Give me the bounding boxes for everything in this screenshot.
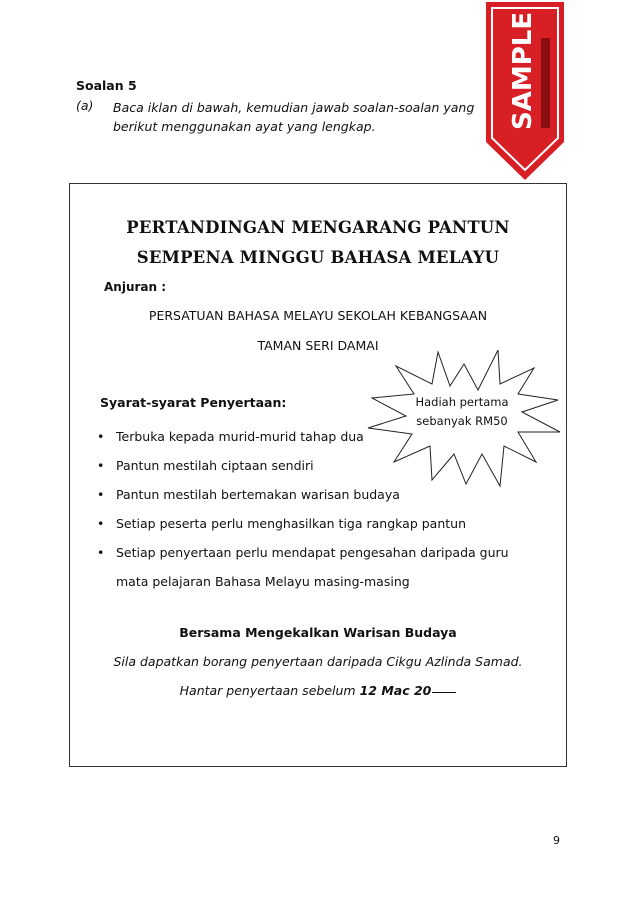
list-item: • Setiap peserta perlu menghasilkan tiga rangkap pantun: [94, 509, 534, 538]
prize-line2: sebanyak RM50: [416, 414, 508, 428]
deadline-prefix: Hantar penyertaan sebelum: [179, 683, 356, 698]
bullet-icon: •: [97, 516, 105, 531]
prize-line1: Hadiah pertama: [415, 395, 509, 409]
list-item: • Setiap penyertaan perlu mendapat pengesahan daripada guru mata pelajaran Bahasa Melayu masing-masing: [94, 538, 534, 596]
ad-title-line2: SEMPENA MINGGU BAHASA MELAYU: [136, 248, 500, 267]
list-item: • Terbuka kepada murid-murid tahap dua: [94, 422, 534, 451]
bullet-icon: •: [97, 458, 105, 473]
bullet-icon: •: [97, 487, 105, 502]
deadline-date: 12 Mac 20: [359, 683, 432, 698]
deadline-blank: [432, 692, 456, 693]
conditions-heading: Syarat-syarat Penyertaan:: [100, 395, 287, 410]
question-part-label: (a): [76, 98, 94, 113]
form-note: Sila dapatkan borang penyertaan daripada Cikgu Azlinda Samad.: [113, 654, 523, 669]
bullet-icon: •: [97, 429, 105, 444]
organizer-name-line1: PERSATUAN BAHASA MELAYU SEKOLAH KEBANGSAAN: [148, 308, 488, 323]
question-instruction: Baca iklan di bawah, kemudian jawab soalan-soalan yang berikut menggunakan ayat yang lengkap.: [113, 100, 475, 134]
organizer-name-line2: TAMAN SERI DAMAI: [257, 338, 379, 353]
list-item: • Pantun mestilah ciptaan sendiri: [94, 451, 534, 480]
page-number: 9: [553, 834, 560, 847]
deadline: [70, 683, 566, 698]
ad-motto: Bersama Mengekalkan Warisan Budaya: [179, 625, 457, 640]
sample-watermark-text: SAMPLE: [508, 11, 538, 130]
question-number: Soalan 5: [76, 78, 137, 93]
bullet-icon: •: [97, 545, 105, 560]
advertisement: [69, 183, 567, 767]
sample-watermark-ribbon: [484, 2, 566, 182]
ribbon-small-strip: [541, 38, 550, 128]
organizer-label: Anjuran :: [104, 280, 167, 294]
conditions-list: [94, 422, 534, 596]
ad-title-line1: PERTANDINGAN MENGARANG PANTUN: [126, 218, 510, 237]
list-item: • Pantun mestilah bertemakan warisan budaya: [94, 480, 534, 509]
